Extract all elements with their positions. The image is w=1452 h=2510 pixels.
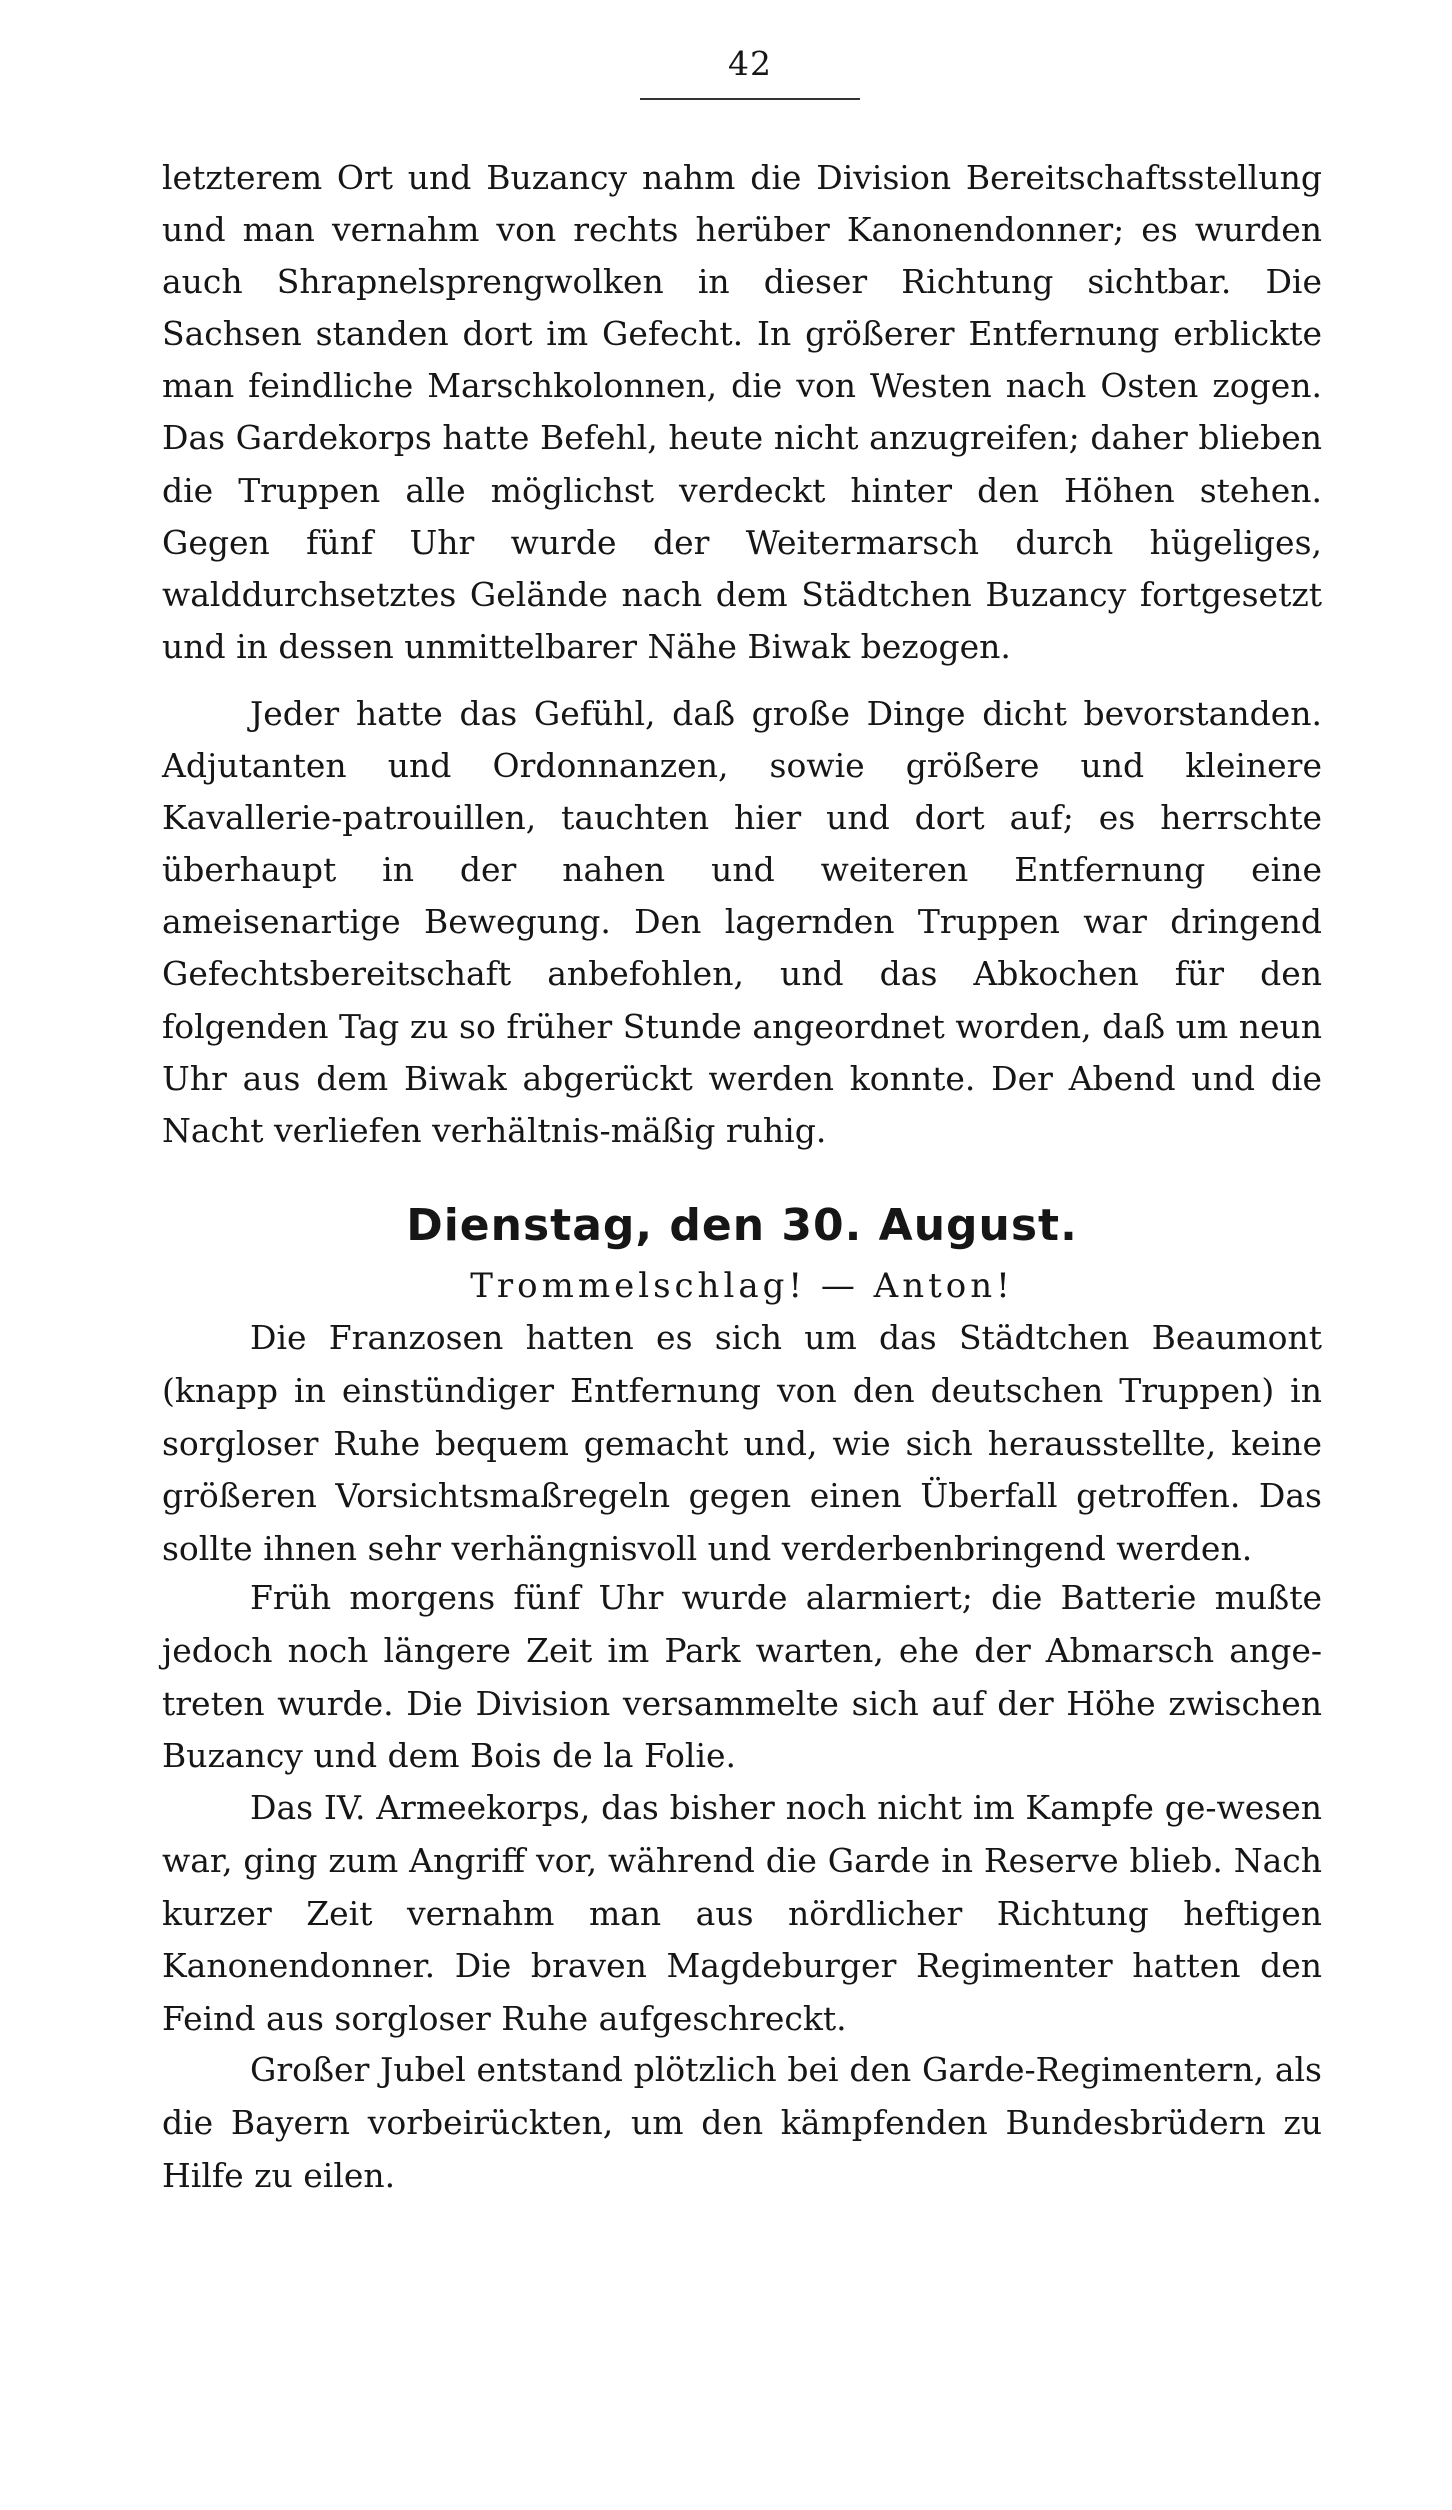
paragraph-6-text: Großer Jubel entstand plötzlich bei den Garde-Regimentern, als die Bayern vorbeirückten, um den kämpfenden Bundesbrüdern zu Hilfe zu eilen.: [162, 2050, 1322, 2195]
paragraph-1-text: letzterem Ort und Buzancy nahm die Division Bereitschaftsstellung und man vernahm von rechts herüber Kanonendonner; es wurden auch Shrapnelsprengwolken in dieser Richtung sichtbar. Die Sachsen standen dort im Gefecht. In größerer Entfernung erblickte man feindliche Marschkolonnen, die von Westen nach Osten zogen. Das Gardekorps hatte Befehl, heute nicht anzugreifen; daher blieben die Truppen alle möglichst verdeckt hinter den Höhen stehen. Gegen fünf Uhr wurde der Weitermarsch durch hügeliges, walddurchsetztes Gelände nach dem Städtchen Buzancy fortgesetzt und in dessen unmittelbarer Nähe Biwak bezogen.: [162, 158, 1322, 666]
paragraph-4-text: Früh morgens fünf Uhr wurde alarmiert; die Batterie mußte jedoch noch längere Zeit im Park warten, ehe der Abmarsch ange-treten wurde. Die Division versammelte sich auf der Höhe zwischen Buzancy und dem Bois de la Folie.: [162, 1578, 1322, 1776]
page-number-rule: [640, 98, 860, 100]
paragraph-1: [162, 152, 1322, 673]
chapter-heading: Dienstag, den 30. August.: [406, 1200, 1078, 1251]
page-number: 42: [728, 44, 772, 83]
paragraph-6: [162, 2044, 1322, 2202]
paragraph-4: [162, 1572, 1322, 1783]
paragraph-2-text: Jeder hatte das Gefühl, daß große Dinge dicht bevorstanden. Adjutanten und Ordonnanzen, sowie größere und kleinere Kavallerie-patrouillen, tauchten hier und dort auf; es herrschte überhaupt in der nahen und weiteren Entfernung eine ameisenartige Bewegung. Den lagernden Truppen war dringend Gefechtsbereitschaft anbefohlen, und das Abkochen für den folgenden Tag zu so früher Stunde angeordnet worden, daß um neun Uhr aus dem Biwak abgerückt werden konnte. Der Abend und die Nacht verliefen verhältnis-mäßig ruhig.: [162, 694, 1322, 1150]
chapter-subheading: Trommelschlag! — Anton!: [470, 1266, 1014, 1306]
paragraph-5: [162, 1782, 1322, 2046]
paragraph-3-text: Die Franzosen hatten es sich um das Städtchen Beaumont (knapp in einstündiger Entfernung von den deutschen Truppen) in sorgloser Ruhe bequem gemacht und, wie sich herausstellte, keine größeren Vorsichtsmaßregeln gegen einen Überfall getroffen. Das sollte ihnen sehr verhängnisvoll und verderbenbringend werden.: [162, 1318, 1322, 1569]
paragraph-2: [162, 688, 1322, 1157]
paragraph-5-text: Das IV. Armeekorps, das bisher noch nicht im Kampfe ge-wesen war, ging zum Angriff vor, während die Garde in Reserve blieb. Nach kurzer Zeit vernahm man aus nördlicher Richtung heftigen Kanonendonner. Die braven Magdeburger Regimenter hatten den Feind aus sorgloser Ruhe aufgeschreckt.: [162, 1788, 1322, 2039]
paragraph-3: [162, 1312, 1322, 1576]
